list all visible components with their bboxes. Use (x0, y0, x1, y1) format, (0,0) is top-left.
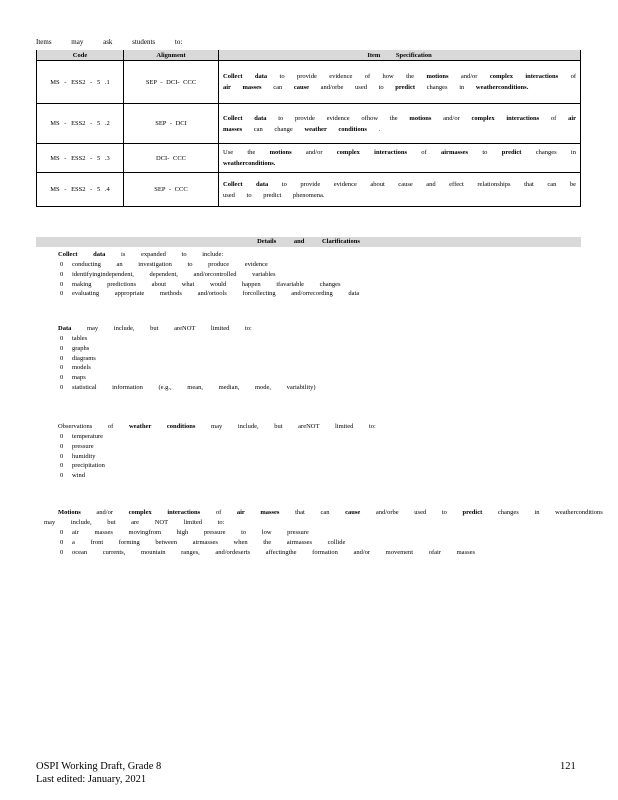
text-run: . (366, 125, 381, 133)
bold-term: complex interactions (489, 73, 559, 80)
text-run: and/or (291, 149, 337, 156)
bold-term: air masses (236, 509, 280, 516)
text-run: to provide evidence about cause and effect relationships that can be used to predict phenomena. (223, 180, 576, 199)
table-row (37, 104, 581, 144)
bold-term: Collect (223, 73, 243, 80)
spec-cell (219, 173, 581, 207)
bold-term: motions (409, 114, 432, 122)
bold-term: complex interactions (336, 149, 408, 156)
section-weather-observations (44, 422, 376, 481)
text-run: and/or (448, 73, 490, 80)
list-item (44, 354, 316, 364)
footer-last-edited: Last edited: January, 2021 (36, 774, 147, 785)
sub-bullet-icon: 0 (60, 261, 64, 268)
sub-bullet-icon: 0 (60, 452, 64, 460)
code-cell: MS - ESS2 - 5 .4 (37, 173, 124, 207)
list-item-text: diagrams (72, 354, 96, 362)
text-run: of (200, 509, 237, 516)
list-item-text: evaluating appropriate methods and/ortools forcollecting and/orrecording data (72, 290, 360, 298)
alignment-cell: SEP - DCI- CCC (124, 61, 219, 104)
list-item (44, 373, 316, 383)
spec-cell (219, 61, 581, 104)
list-item (44, 270, 359, 280)
bold-term: cause (293, 84, 310, 91)
code-cell: MS - ESS2 - 5 .3 (37, 144, 124, 173)
list-item-text: conducting an investigation to produce evidence (72, 261, 268, 268)
sub-bullet-icon: 0 (60, 538, 64, 546)
item-specification-table (36, 50, 581, 207)
list-item-text: graphs (72, 344, 90, 352)
code-cell: MS - ESS2 - 5 .1 (37, 61, 124, 104)
sub-bullet-icon: 0 (60, 344, 64, 352)
text-run: may include, but areNOT limited to: (195, 423, 376, 430)
text-run: may include, but areNOT limited to: (71, 325, 252, 332)
bold-term: Motions (58, 509, 81, 516)
list-item (44, 452, 376, 462)
bold-term: data (254, 114, 267, 122)
bold-term: motions (269, 149, 292, 156)
footer (36, 760, 161, 786)
section-air-mass-motions (44, 508, 618, 557)
bold-term: weatherconditions. (475, 84, 529, 91)
bold-term: Data (58, 325, 72, 332)
text-run (243, 73, 255, 80)
section-data-types (44, 324, 316, 393)
text-run: can change (242, 125, 305, 133)
bold-term: data (93, 251, 106, 258)
list-item (44, 280, 359, 290)
footer-draft-title: OSPI Working Draft, Grade 8 (36, 761, 162, 772)
text-run: and/orbe used to (360, 509, 463, 516)
sub-bullet-icon: 0 (60, 364, 64, 372)
bold-term: data (256, 180, 269, 188)
alignment-cell: SEP - CCC (124, 173, 219, 207)
table-row (37, 144, 581, 173)
text-run: to provide evidence of how the (267, 73, 427, 80)
list-item (44, 363, 316, 373)
bold-term: Collect (223, 180, 243, 188)
spec-cell (219, 104, 581, 144)
list-item-text: ocean currents, mountain ranges, and/ordeserts affectingthe formation and/or movement ofair masses (72, 548, 476, 556)
bold-term: air masses (223, 84, 262, 91)
bold-term: weather conditions (128, 423, 196, 430)
list-item-text: tables (72, 335, 88, 342)
list-item (44, 548, 618, 558)
bold-term: Collect (58, 251, 78, 258)
code-header: Code (37, 50, 124, 61)
alignment-cell: DCI- CCC (124, 144, 219, 173)
bold-term: cause (345, 509, 361, 516)
details-header: Details and Clarifications (36, 237, 581, 247)
text-run: Observations of (58, 423, 129, 430)
text-run: of (539, 114, 569, 122)
bold-term: Collect (223, 114, 243, 122)
list-item-text: humidity (72, 452, 96, 460)
sub-bullet-icon: 0 (60, 529, 64, 536)
list-item-text: temperature (72, 433, 104, 440)
sub-bullet-icon: 0 (60, 335, 64, 342)
section-heading (44, 422, 376, 432)
text-run: changes in (415, 84, 476, 91)
item-specification-header: Item Specification (219, 50, 581, 61)
text-run: that can (279, 509, 346, 516)
list-item-text: making predictions about what would happen ifavariable changes (72, 280, 341, 288)
intro-text: Items may ask students to: (36, 38, 183, 46)
bold-term: predict (395, 84, 416, 91)
list-item (44, 461, 376, 471)
section-heading (44, 508, 618, 528)
bold-term: weather conditions (304, 125, 367, 133)
text-run (78, 251, 94, 258)
bold-term: complex interactions (128, 509, 201, 516)
sub-bullet-icon: 0 (60, 433, 64, 440)
text-run: Use the (223, 149, 270, 156)
bold-term: predict (501, 149, 522, 156)
list-item-text: models (72, 364, 91, 372)
list-item-text: identifyingindependent, dependent, and/orcontrolled variables (72, 270, 276, 278)
alignment-header: Alignment (124, 50, 219, 61)
text-run: changes in (521, 149, 576, 156)
section-collect-data (44, 250, 359, 299)
list-item (44, 260, 359, 270)
bold-term: motions (426, 73, 449, 80)
code-cell: MS - ESS2 - 5 .2 (37, 104, 124, 144)
text-run: to (468, 149, 502, 156)
list-item (44, 289, 359, 299)
list-item-text: wind (72, 472, 85, 480)
text-run (243, 181, 257, 188)
sub-bullet-icon: 0 (60, 548, 64, 556)
list-item (44, 528, 618, 538)
bold-term: weatherconditions. (223, 160, 276, 167)
text-run: of (558, 73, 577, 80)
bold-term: predict (462, 509, 483, 516)
list-item (44, 471, 376, 481)
list-item (44, 383, 316, 393)
bold-term: complex interactions (471, 114, 540, 122)
list-item (44, 344, 316, 354)
sub-bullet-icon: 0 (60, 462, 64, 470)
alignment-cell: SEP - DCI (124, 104, 219, 144)
text-run: changes in weatherconditions may include, but are NOT limited to: (44, 509, 603, 526)
list-item (44, 442, 376, 452)
spec-cell (219, 144, 581, 173)
sub-bullet-icon: 0 (60, 354, 64, 362)
sub-bullet-icon: 0 (60, 383, 64, 391)
text-run: is expanded to include: (105, 251, 224, 258)
list-item-text: statistical information (e.g., mean, median, mode, variability) (72, 383, 316, 391)
sub-bullet-icon: 0 (60, 472, 64, 480)
list-item (44, 538, 618, 548)
list-item (44, 334, 316, 344)
section-heading (44, 250, 359, 260)
text-run: to provide evidence ofhow the (266, 114, 410, 122)
list-item (44, 432, 376, 442)
bold-term: airmasses (441, 149, 469, 156)
text-run: and/or (431, 114, 472, 122)
sub-bullet-icon: 0 (60, 290, 64, 298)
text-run (243, 115, 255, 122)
text-run: and/or (80, 509, 129, 516)
list-item-text: pressure (72, 442, 94, 450)
bold-term: data (254, 73, 268, 80)
list-item-text: maps (72, 374, 86, 382)
text-run: of (407, 149, 441, 156)
sub-bullet-icon: 0 (60, 280, 64, 288)
list-item-text: precipitation (72, 462, 105, 470)
sub-bullet-icon: 0 (60, 442, 64, 450)
text-run: can (261, 84, 294, 91)
section-heading (44, 324, 316, 334)
list-item-text: a front forming between airmasses when the airmasses collide (72, 538, 346, 546)
table-row (37, 61, 581, 104)
page-number: 121 (560, 761, 576, 772)
text-run: and/orbe used to (309, 84, 396, 91)
sub-bullet-icon: 0 (60, 374, 64, 382)
table-row (37, 173, 581, 207)
sub-bullet-icon: 0 (60, 270, 64, 278)
bold-term: air masses (223, 114, 577, 133)
list-item-text: air masses movingfrom high pressure to low pressure (72, 529, 309, 536)
